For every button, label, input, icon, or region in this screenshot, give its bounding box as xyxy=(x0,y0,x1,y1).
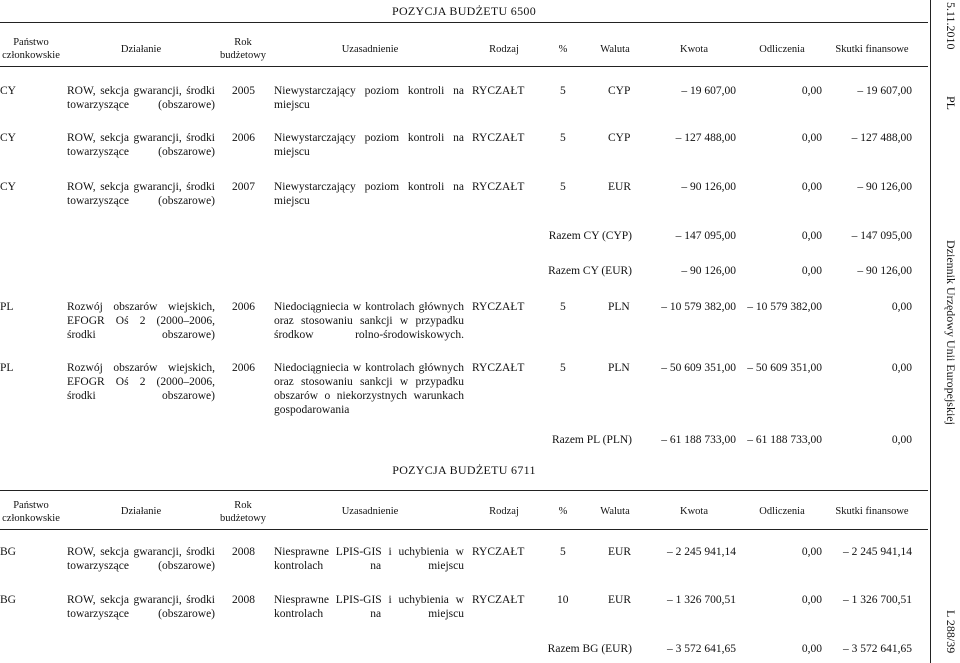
section-title-6500: POZYCJA BUDŻETU 6500 xyxy=(391,4,536,18)
cell-financial: – 90 126,00 xyxy=(857,181,912,193)
cell-currency: EUR xyxy=(608,546,631,558)
cell-year: 2006 xyxy=(232,301,255,313)
cell-justification: Niedociągniecia w kontrolach głównych oraz stosowaniu sankcji w przypadku obszarów o niekorzystnych warunkach gospodarowania xyxy=(274,362,464,416)
total-amount: – 61 188 733,00 xyxy=(661,434,736,446)
total-financial: – 90 126,00 xyxy=(857,265,912,277)
header-justification: Uzasadnienie xyxy=(341,44,399,55)
header-currency: Waluta xyxy=(600,506,630,517)
cell-type: RYCZAŁT xyxy=(472,594,525,606)
cell-deductions: 0,00 xyxy=(801,594,822,606)
cell-amount: – 1 326 700,51 xyxy=(667,594,736,606)
divider xyxy=(0,529,928,530)
cell-amount: – 127 488,00 xyxy=(675,132,736,144)
total-label: Razem PL (PLN) xyxy=(551,434,632,446)
header-amount: Kwota xyxy=(680,44,708,55)
section-title-6711: POZYCJA BUDŻETU 6711 xyxy=(392,463,536,477)
cell-financial: – 127 488,00 xyxy=(851,132,912,144)
cell-type: RYCZAŁT xyxy=(472,362,525,374)
cell-deductions: 0,00 xyxy=(801,132,822,144)
header-pct: % xyxy=(558,506,568,517)
divider xyxy=(0,490,928,491)
cell-currency: CYP xyxy=(608,132,631,144)
cell-type: RYCZAŁT xyxy=(472,132,525,144)
publication-date: 5.11.2010 xyxy=(944,2,958,50)
cell-pct: 5 xyxy=(560,546,566,558)
cell-type: RYCZAŁT xyxy=(472,85,525,97)
header-state: Państwo członkowskie xyxy=(2,500,60,524)
header-state: Państwo członkowskie xyxy=(2,37,60,61)
header-action: Działanie xyxy=(120,44,162,55)
cell-state: BG xyxy=(0,594,16,606)
cell-amount: – 50 609 351,00 xyxy=(661,362,736,374)
total-label: Razem CY (CYP) xyxy=(548,230,632,242)
cell-year: 2005 xyxy=(232,85,255,97)
header-type: Rodzaj xyxy=(489,506,519,517)
header-type: Rodzaj xyxy=(489,44,519,55)
cell-amount: – 90 126,00 xyxy=(681,181,736,193)
header-year: Rok budżetowy xyxy=(219,37,267,61)
header-action: Działanie xyxy=(120,506,162,517)
cell-type: RYCZAŁT xyxy=(472,546,525,558)
cell-financial: 0,00 xyxy=(891,301,912,313)
divider xyxy=(0,66,928,67)
cell-year: 2008 xyxy=(232,594,255,606)
cell-pct: 5 xyxy=(560,85,566,97)
cell-deductions: 0,00 xyxy=(801,546,822,558)
cell-financial: – 19 607,00 xyxy=(857,85,912,97)
margin-rule xyxy=(930,0,931,663)
cell-action: ROW, sekcja gwarancji, środki towarzyszące (obszarowe) xyxy=(67,594,215,620)
journal-title: Dziennik Urzędowy Unii Europejskiej xyxy=(944,240,958,425)
total-deductions: 0,00 xyxy=(801,265,822,277)
header-currency: Waluta xyxy=(600,44,630,55)
cell-year: 2007 xyxy=(232,181,255,193)
cell-financial: 0,00 xyxy=(891,362,912,374)
cell-deductions: 0,00 xyxy=(801,181,822,193)
cell-financial: – 1 326 700,51 xyxy=(843,594,912,606)
cell-pct: 10 xyxy=(557,594,569,606)
cell-currency: EUR xyxy=(608,594,631,606)
divider xyxy=(0,22,928,23)
cell-action: Rozwój obszarów wiejskich, EFOGR Oś 2 (2000–2006, środki obszarowe) xyxy=(67,362,215,402)
cell-year: 2006 xyxy=(232,132,255,144)
cell-year: 2008 xyxy=(232,546,255,558)
total-deductions: – 61 188 733,00 xyxy=(747,434,822,446)
cell-state: PL xyxy=(0,362,14,374)
cell-action: ROW, sekcja gwarancji, środki towarzyszące (obszarowe) xyxy=(67,546,215,572)
page-reference: L 288/39 xyxy=(944,610,958,654)
cell-year: 2006 xyxy=(232,362,255,374)
cell-deductions: – 50 609 351,00 xyxy=(747,362,822,374)
cell-pct: 5 xyxy=(560,362,566,374)
cell-currency: CYP xyxy=(608,85,631,97)
total-financial: – 3 572 641,65 xyxy=(843,643,912,655)
cell-deductions: – 10 579 382,00 xyxy=(747,301,822,313)
cell-state: PL xyxy=(0,301,14,313)
cell-justification: Niewystarczający poziom kontroli na miejscu xyxy=(274,132,464,158)
cell-justification: Niesprawne LPIS-GIS i uchybienia w kontrolach na miejscu xyxy=(274,594,464,620)
cell-type: RYCZAŁT xyxy=(472,301,525,313)
total-deductions: 0,00 xyxy=(801,230,822,242)
total-financial: 0,00 xyxy=(891,434,912,446)
total-amount: – 147 095,00 xyxy=(675,230,736,242)
total-label: Razem CY (EUR) xyxy=(548,265,632,277)
cell-action: ROW, sekcja gwarancji, środki towarzyszące (obszarowe) xyxy=(67,85,215,111)
language-code: PL xyxy=(944,96,958,111)
cell-currency: EUR xyxy=(608,181,631,193)
cell-justification: Niewystarczający poziom kontroli na miejscu xyxy=(274,85,464,111)
cell-state: CY xyxy=(0,85,16,97)
cell-state: CY xyxy=(0,132,16,144)
header-pct: % xyxy=(558,44,568,55)
cell-action: Rozwój obszarów wiejskich, EFOGR Oś 2 (2000–2006, środki obszarowe) xyxy=(67,301,215,341)
total-deductions: 0,00 xyxy=(801,643,822,655)
cell-action: ROW, sekcja gwarancji, środki towarzyszące (obszarowe) xyxy=(67,181,215,207)
header-deductions: Odliczenia xyxy=(759,44,805,55)
cell-justification: Niedociągniecia w kontrolach głównych oraz stosowaniu sankcji w przypadku środkow rolno-środowiskowych. xyxy=(274,301,464,341)
total-financial: – 147 095,00 xyxy=(851,230,912,242)
header-amount: Kwota xyxy=(680,506,708,517)
cell-financial: – 2 245 941,14 xyxy=(843,546,912,558)
cell-amount: – 19 607,00 xyxy=(681,85,736,97)
header-deductions: Odliczenia xyxy=(759,506,805,517)
cell-currency: PLN xyxy=(608,301,630,313)
total-amount: – 90 126,00 xyxy=(681,265,736,277)
header-financial: Skutki finansowe xyxy=(835,506,909,517)
cell-justification: Niewystarczający poziom kontroli na miejscu xyxy=(274,181,464,207)
total-label: Razem BG (EUR) xyxy=(547,643,632,655)
cell-deductions: 0,00 xyxy=(801,85,822,97)
cell-justification: Niesprawne LPIS-GIS i uchybienia w kontrolach na miejscu xyxy=(274,546,464,572)
header-financial: Skutki finansowe xyxy=(835,44,909,55)
total-amount: – 3 572 641,65 xyxy=(667,643,736,655)
cell-pct: 5 xyxy=(560,301,566,313)
cell-state: BG xyxy=(0,546,16,558)
cell-amount: – 10 579 382,00 xyxy=(661,301,736,313)
cell-amount: – 2 245 941,14 xyxy=(667,546,736,558)
header-justification: Uzasadnienie xyxy=(341,506,399,517)
cell-type: RYCZAŁT xyxy=(472,181,525,193)
cell-currency: PLN xyxy=(608,362,630,374)
header-year: Rok budżetowy xyxy=(219,500,267,524)
cell-state: CY xyxy=(0,181,16,193)
cell-pct: 5 xyxy=(560,181,566,193)
cell-pct: 5 xyxy=(560,132,566,144)
cell-action: ROW, sekcja gwarancji, środki towarzyszące (obszarowe) xyxy=(67,132,215,158)
